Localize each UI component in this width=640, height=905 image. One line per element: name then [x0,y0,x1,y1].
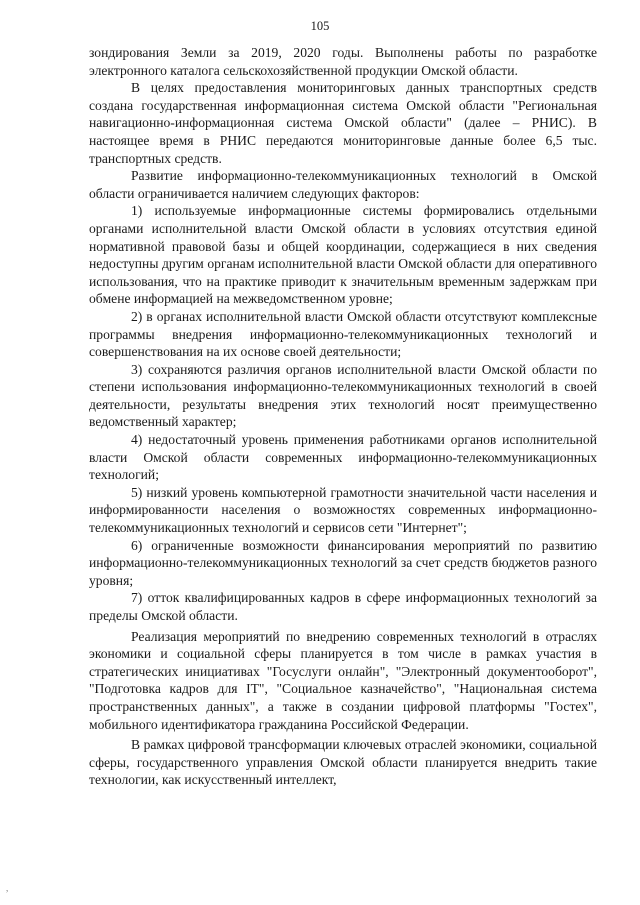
document-body [89,44,597,789]
paragraph-digital-transformation: В рамках цифровой трансформации ключевых отраслей экономики, социальной сферы, государственного управления Омской области планируется внедрить такие технологии, как искусственный интеллект, [89,737,597,788]
page-number: 105 [310,19,330,33]
margin-mark: , [6,883,9,893]
list-item-factor-1: 1) используемые информационные системы формировались отдельными органами исполнительной власти Омской области в условиях отсутствия единой нормативной правовой базы и общей координации, содержащиеся в них сведения недоступны другим органам исполнительной власти Омской области для оперативного использования, что на практике приводит к значительным временным задержкам при обмене информацией на межведомственном уровне; [89,203,597,307]
list-item-factor-2: 2) в органах исполнительной власти Омской области отсутствуют комплексные программы внедрения информационно-телекоммуникационных технологий и совершенствования на их основе своей деятельности; [89,308,597,360]
list-item-factor-3: 3) сохраняются различия органов исполнительной власти Омской области по степени использования информационно-телекоммуникационных технологий в своей деятельности, результаты внедрения этих технологий носят преимущественно ведомственный характер; [89,361,597,430]
paragraph-rnis: В целях предоставления мониторинговых данных транспортных средств создана государственная информационная система Омской области "Региональная навигационно-информационная система Омской области" (далее – РНИС). В настоящее время в РНИС передаются мониторинговые данные более 6,5 тыс. транспортных средств. [89,80,597,166]
list-item-factor-7: 7) отток квалифицированных кадров в сфере информационных технологий за пределы Омской области. [89,590,597,623]
list-item-factor-4: 4) недостаточный уровень применения работниками органов исполнительной власти Омской области современных информационно-телекоммуникационных технологий; [89,432,597,483]
paragraph-continuation: зондирования Земли за 2019, 2020 годы. Выполнены работы по разработке электронного каталога сельскохозяйственной продукции Омской области. [89,45,597,78]
list-item-factor-5: 5) низкий уровень компьютерной грамотности значительной части населения и информированности населения о возможностях современных информационно-телекоммуникационных технологий и сервисов сети "Интернет"; [89,484,597,536]
paragraph-factors-intro: Развитие информационно-телекоммуникационных технологий в Омской области ограничивается наличием следующих факторов: [89,168,597,201]
paragraph-initiatives: Реализация мероприятий по внедрению современных технологий в отраслях экономики и социальной сферы планируется в том числе в рамках участия в стратегических инициативах "Госуслуги онлайн", "Электронный документооборот", "Подготовка кадров для IT", "Социальное казначейство", "Национальная система пространственных данных", а также в создании цифровой платформы "Гостех", мобильного идентификатора гражданина Российской Федерации. [89,628,597,732]
list-item-factor-6: 6) ограниченные возможности финансирования мероприятий по развитию информационно-телекоммуникационных технологий за счет средств бюджетов разного уровня; [89,537,597,588]
